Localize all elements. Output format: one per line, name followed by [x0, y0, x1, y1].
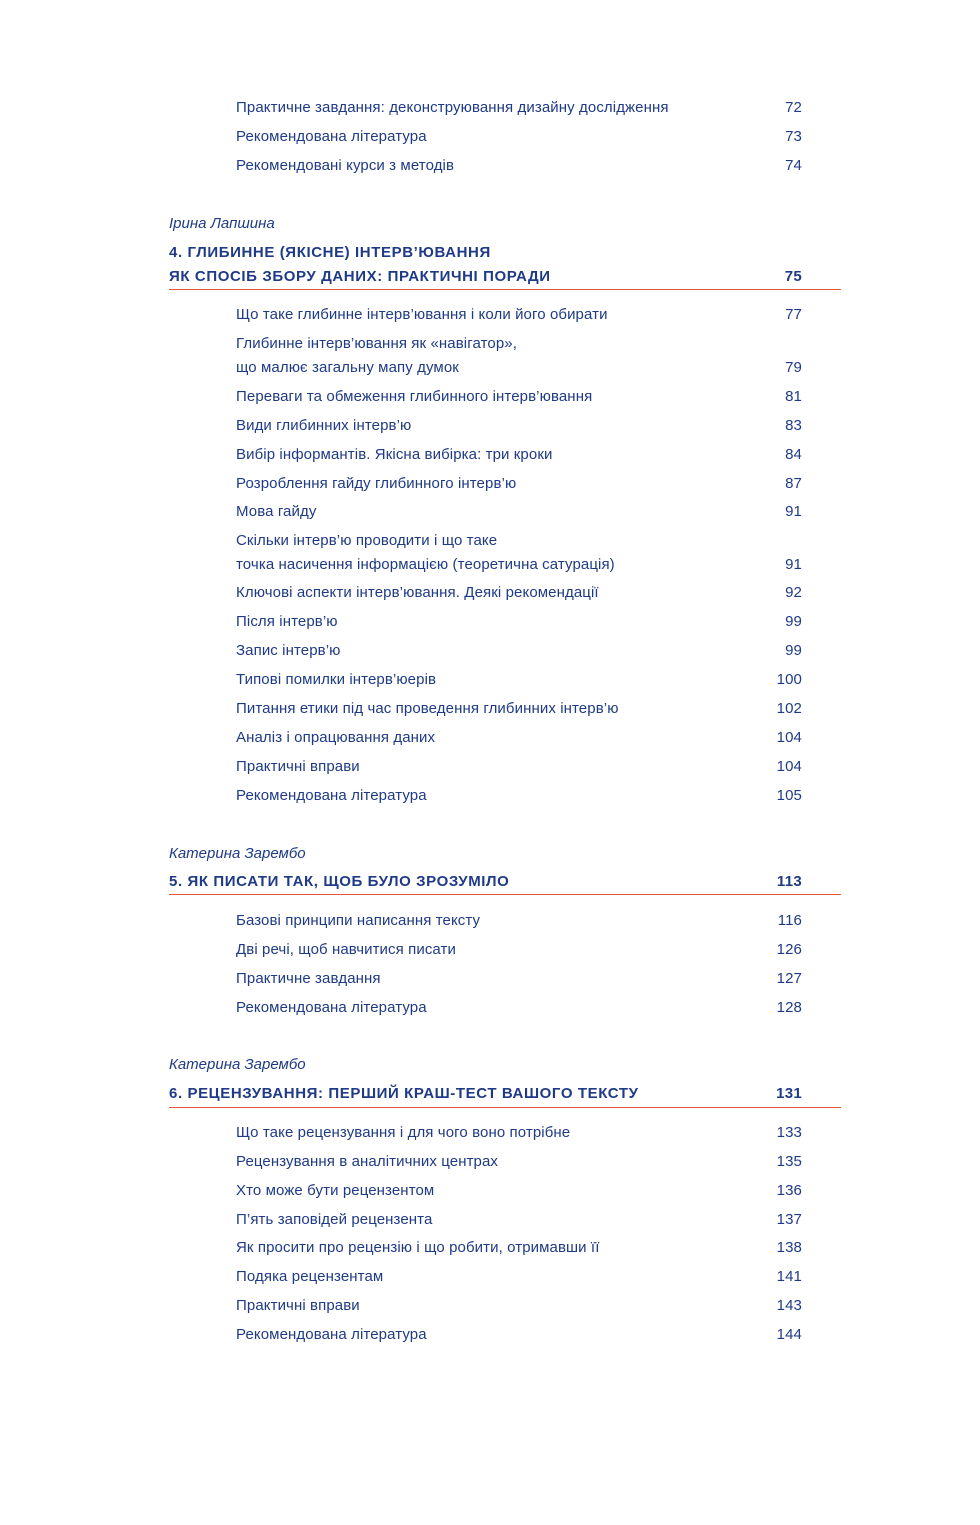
- toc-entry-title: Рекомендована література: [236, 1326, 427, 1343]
- toc-entry[interactable]: [236, 1121, 802, 1145]
- toc-entry-title: Що таке рецензування і для чого воно потрібне: [236, 1124, 571, 1141]
- toc-entry[interactable]: [236, 581, 802, 605]
- toc-entry-title: Запис інтерв’ю: [236, 642, 341, 659]
- toc-entry[interactable]: [236, 697, 802, 721]
- toc-entry-page: 99: [785, 642, 802, 659]
- toc-entry-title: Мова гайду: [236, 503, 317, 520]
- chapter-heading[interactable]: [169, 1082, 802, 1106]
- toc-entry-title: Дві речі, щоб навчитися писати: [236, 941, 456, 958]
- toc-entry-page: 141: [776, 1268, 802, 1285]
- toc-entry[interactable]: [236, 755, 802, 779]
- toc-entry-page: 104: [776, 758, 802, 775]
- toc-entry-title: Рекомендована література: [236, 128, 427, 145]
- toc-entry-title: Рецензування в аналітичних центрах: [236, 1153, 499, 1170]
- toc-entry[interactable]: [236, 500, 802, 524]
- toc-entry-title: Аналіз і опрацювання даних: [236, 729, 436, 746]
- toc-entry-page: 137: [776, 1211, 802, 1228]
- toc-entry[interactable]: [236, 1323, 802, 1347]
- toc-entry-page: 138: [776, 1239, 802, 1256]
- toc-entry-page: 136: [776, 1182, 802, 1199]
- chapter-author: Катерина Зарембо: [169, 845, 306, 862]
- toc-entry-page: 83: [785, 417, 802, 434]
- toc-entry-title: Типові помилки інтерв’юерів: [236, 671, 437, 688]
- chapter-page: 113: [776, 873, 802, 890]
- toc-entry-title: Питання етики під час проведення глибинних інтерв’ю: [236, 700, 619, 717]
- toc-entry-title: Базові принципи написання тексту: [236, 912, 481, 929]
- toc-entry-title: Практичні вправи: [236, 758, 360, 775]
- toc-entry[interactable]: [236, 784, 802, 808]
- toc-entry[interactable]: [236, 967, 802, 991]
- toc-entry-page: 143: [776, 1297, 802, 1314]
- toc-entry-page: 73: [785, 128, 802, 145]
- toc-entry-title: Подяка рецензентам: [236, 1268, 384, 1285]
- toc-entry-page: 84: [785, 446, 802, 463]
- chapter-divider: [169, 1107, 841, 1108]
- toc-entry-page: 102: [776, 700, 802, 717]
- chapter-heading[interactable]: [169, 870, 802, 894]
- toc-entry[interactable]: [236, 385, 802, 409]
- toc-entry-title-line: що малює загальну мапу думок: [236, 359, 459, 376]
- toc-entry[interactable]: [236, 154, 802, 178]
- toc-entry-title: П’ять заповідей рецензента: [236, 1211, 433, 1228]
- toc-entry-title: Практичне завдання: деконструювання дизайну дослідження: [236, 99, 669, 116]
- chapter-heading[interactable]: [169, 241, 802, 289]
- toc-entry-title: Вибір інформантів. Якісна вибірка: три кроки: [236, 446, 553, 463]
- toc-entry-page: 105: [776, 787, 802, 804]
- toc-entry[interactable]: [236, 472, 802, 496]
- toc-entry-title: Практичне завдання: [236, 970, 381, 987]
- chapter-page: 131: [776, 1085, 802, 1102]
- toc-entry-page: 135: [776, 1153, 802, 1170]
- toc-entry-page: 77: [785, 306, 802, 323]
- toc-entry[interactable]: [236, 96, 802, 120]
- toc-entry-title: Як просити про рецензію і що робити, отримавши її: [236, 1239, 600, 1256]
- toc-entry-page: 92: [785, 584, 802, 601]
- chapter-author: Катерина Зарембо: [169, 1056, 306, 1073]
- toc-entry-page: 133: [776, 1124, 802, 1141]
- toc-entry[interactable]: [236, 909, 802, 933]
- toc-entry-page: 72: [785, 99, 802, 116]
- toc-entry-title-line: точка насичення інформацією (теоретична сатурація): [236, 556, 615, 573]
- toc-entry[interactable]: [236, 1179, 802, 1203]
- toc-entry[interactable]: [236, 938, 802, 962]
- chapter-title-line: ЯК СПОСІБ ЗБОРУ ДАНИХ: ПРАКТИЧНІ ПОРАДИ: [169, 268, 551, 285]
- toc-entry[interactable]: [236, 996, 802, 1020]
- toc-entry-title: Види глибинних інтерв’ю: [236, 417, 412, 434]
- toc-entry[interactable]: [236, 668, 802, 692]
- toc-entry-title: Розроблення гайду глибинного інтерв’ю: [236, 475, 517, 492]
- toc-entry-page: 99: [785, 613, 802, 630]
- chapter-title: 5. ЯК ПИСАТИ ТАК, ЩОБ БУЛО ЗРОЗУМІЛО: [169, 873, 510, 890]
- toc-entry-page: 79: [785, 359, 802, 376]
- toc-entry-title: Рекомендована література: [236, 787, 427, 804]
- toc-entry[interactable]: [236, 1236, 802, 1260]
- toc-entry[interactable]: [236, 443, 802, 467]
- toc-entry[interactable]: [236, 414, 802, 438]
- toc-entry-page: 126: [776, 941, 802, 958]
- toc-entry[interactable]: [236, 1150, 802, 1174]
- toc-entry[interactable]: [236, 1294, 802, 1318]
- toc-entry-title-line: Скільки інтерв’ю проводити і що таке: [236, 532, 498, 549]
- chapter-divider: [169, 289, 841, 290]
- toc-entry-page: 128: [776, 999, 802, 1016]
- toc-entry-page: 144: [776, 1326, 802, 1343]
- chapter-page: 75: [784, 268, 802, 285]
- toc-entry[interactable]: [236, 1265, 802, 1289]
- toc-entry-page: 100: [776, 671, 802, 688]
- toc-entry-page: 74: [785, 157, 802, 174]
- toc-entry-page: 81: [785, 388, 802, 405]
- toc-entry-page: 91: [785, 556, 802, 573]
- toc-entry-title: Практичні вправи: [236, 1297, 360, 1314]
- toc-entry[interactable]: [236, 726, 802, 750]
- toc-entry-page: 87: [785, 475, 802, 492]
- toc-entry-page: 116: [777, 912, 802, 929]
- toc-entry-title-line: Глибинне інтерв’ювання як «навігатор»,: [236, 335, 517, 352]
- chapter-author: Ірина Лапшина: [169, 215, 275, 232]
- toc-entry[interactable]: [236, 610, 802, 634]
- chapter-title: 6. РЕЦЕНЗУВАННЯ: ПЕРШИЙ КРАШ-ТЕСТ ВАШОГО ТЕКСТУ: [169, 1085, 639, 1102]
- toc-entry-title: Рекомендована література: [236, 999, 427, 1016]
- toc-entry-title: Рекомендовані курси з методів: [236, 157, 455, 174]
- toc-entry-page: 127: [776, 970, 802, 987]
- toc-entry[interactable]: [236, 332, 802, 380]
- toc-entry[interactable]: [236, 125, 802, 149]
- toc-entry-title: Що таке глибинне інтерв’ювання і коли його обирати: [236, 306, 608, 323]
- toc-entry[interactable]: [236, 1208, 802, 1232]
- toc-entry[interactable]: [236, 529, 802, 577]
- toc-entry-page: 91: [785, 503, 802, 520]
- toc-entry-title: Ключові аспекти інтерв’ювання. Деякі рекомендації: [236, 584, 599, 601]
- chapter-divider: [169, 894, 841, 895]
- toc-entry[interactable]: [236, 303, 802, 327]
- toc-entry-title: Хто може бути рецензентом: [236, 1182, 435, 1199]
- toc-entry-title: Після інтерв’ю: [236, 613, 338, 630]
- toc-entry[interactable]: [236, 639, 802, 663]
- chapter-title-line: 4. ГЛИБИННЕ (ЯКІСНЕ) ІНТЕРВ’ЮВАННЯ: [169, 244, 491, 261]
- toc-entry-page: 104: [776, 729, 802, 746]
- toc-entry-title: Переваги та обмеження глибинного інтерв’ювання: [236, 388, 593, 405]
